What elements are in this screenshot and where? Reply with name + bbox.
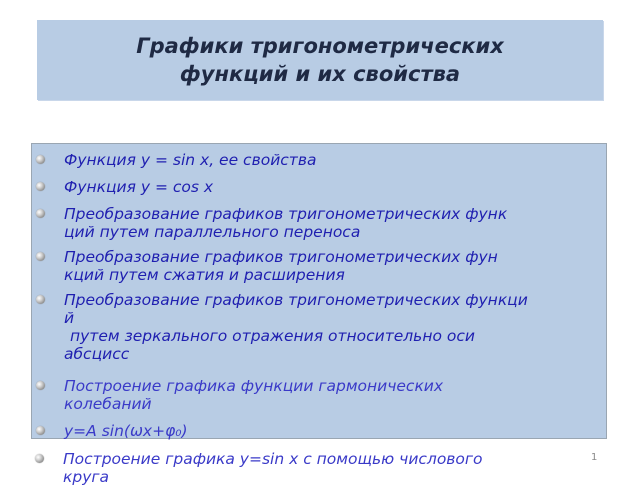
content-box <box>31 143 607 439</box>
topic-text: Функция y = cos x <box>64 178 214 196</box>
topic-text: Построение графика y=sin x с помощью числового <box>63 450 483 468</box>
slide-title <box>136 32 504 88</box>
topic-text: абсцисс <box>64 345 130 363</box>
topic-text: круга <box>63 468 110 486</box>
bullet-icon <box>35 454 44 463</box>
topic-text: Преобразование графиков тригонометрических фун <box>64 248 498 266</box>
topic-item-parallel-shift[interactable] <box>64 205 604 241</box>
topic-text: колебаний <box>64 395 152 413</box>
topic-text: ций путем параллельного переноса <box>64 223 361 241</box>
topic-text: Построение графика функции гармонических <box>64 377 444 395</box>
topic-text: Функция y = sin x, ее свойства <box>64 151 317 169</box>
topic-text: Преобразование графиков тригонометрических функ <box>64 205 508 223</box>
topic-item-harmonic[interactable] <box>64 377 604 413</box>
topic-item-compression[interactable] <box>64 248 604 284</box>
bullet-icon <box>36 155 45 164</box>
topic-item-sin[interactable] <box>64 151 604 169</box>
topic-item-cos[interactable] <box>64 178 604 196</box>
bullet-icon <box>36 426 45 435</box>
topic-text: й <box>64 309 75 327</box>
topic-item-circle[interactable] <box>63 450 603 486</box>
bullet-icon <box>36 252 45 261</box>
topic-text: Преобразование графиков тригонометрических функци <box>64 291 528 309</box>
bullet-icon <box>36 209 45 218</box>
topic-text: y=A sin(ωx+φ₀) <box>64 422 188 440</box>
slide-title-box <box>37 20 603 100</box>
bullet-icon <box>36 295 45 304</box>
topic-item-reflection[interactable] <box>64 291 604 363</box>
bullet-icon <box>36 182 45 191</box>
topic-item-formula[interactable] <box>64 422 604 440</box>
slide-title-line-1: Графики тригонометрических <box>136 34 504 58</box>
slide-title-line-2: функций и их свойства <box>179 62 461 86</box>
slide-number: 1 <box>591 452 598 463</box>
bullet-icon <box>36 381 45 390</box>
topic-text: путем зеркального отражения относительно оси <box>70 327 475 345</box>
topic-text: кций путем сжатия и расширения <box>64 266 345 284</box>
